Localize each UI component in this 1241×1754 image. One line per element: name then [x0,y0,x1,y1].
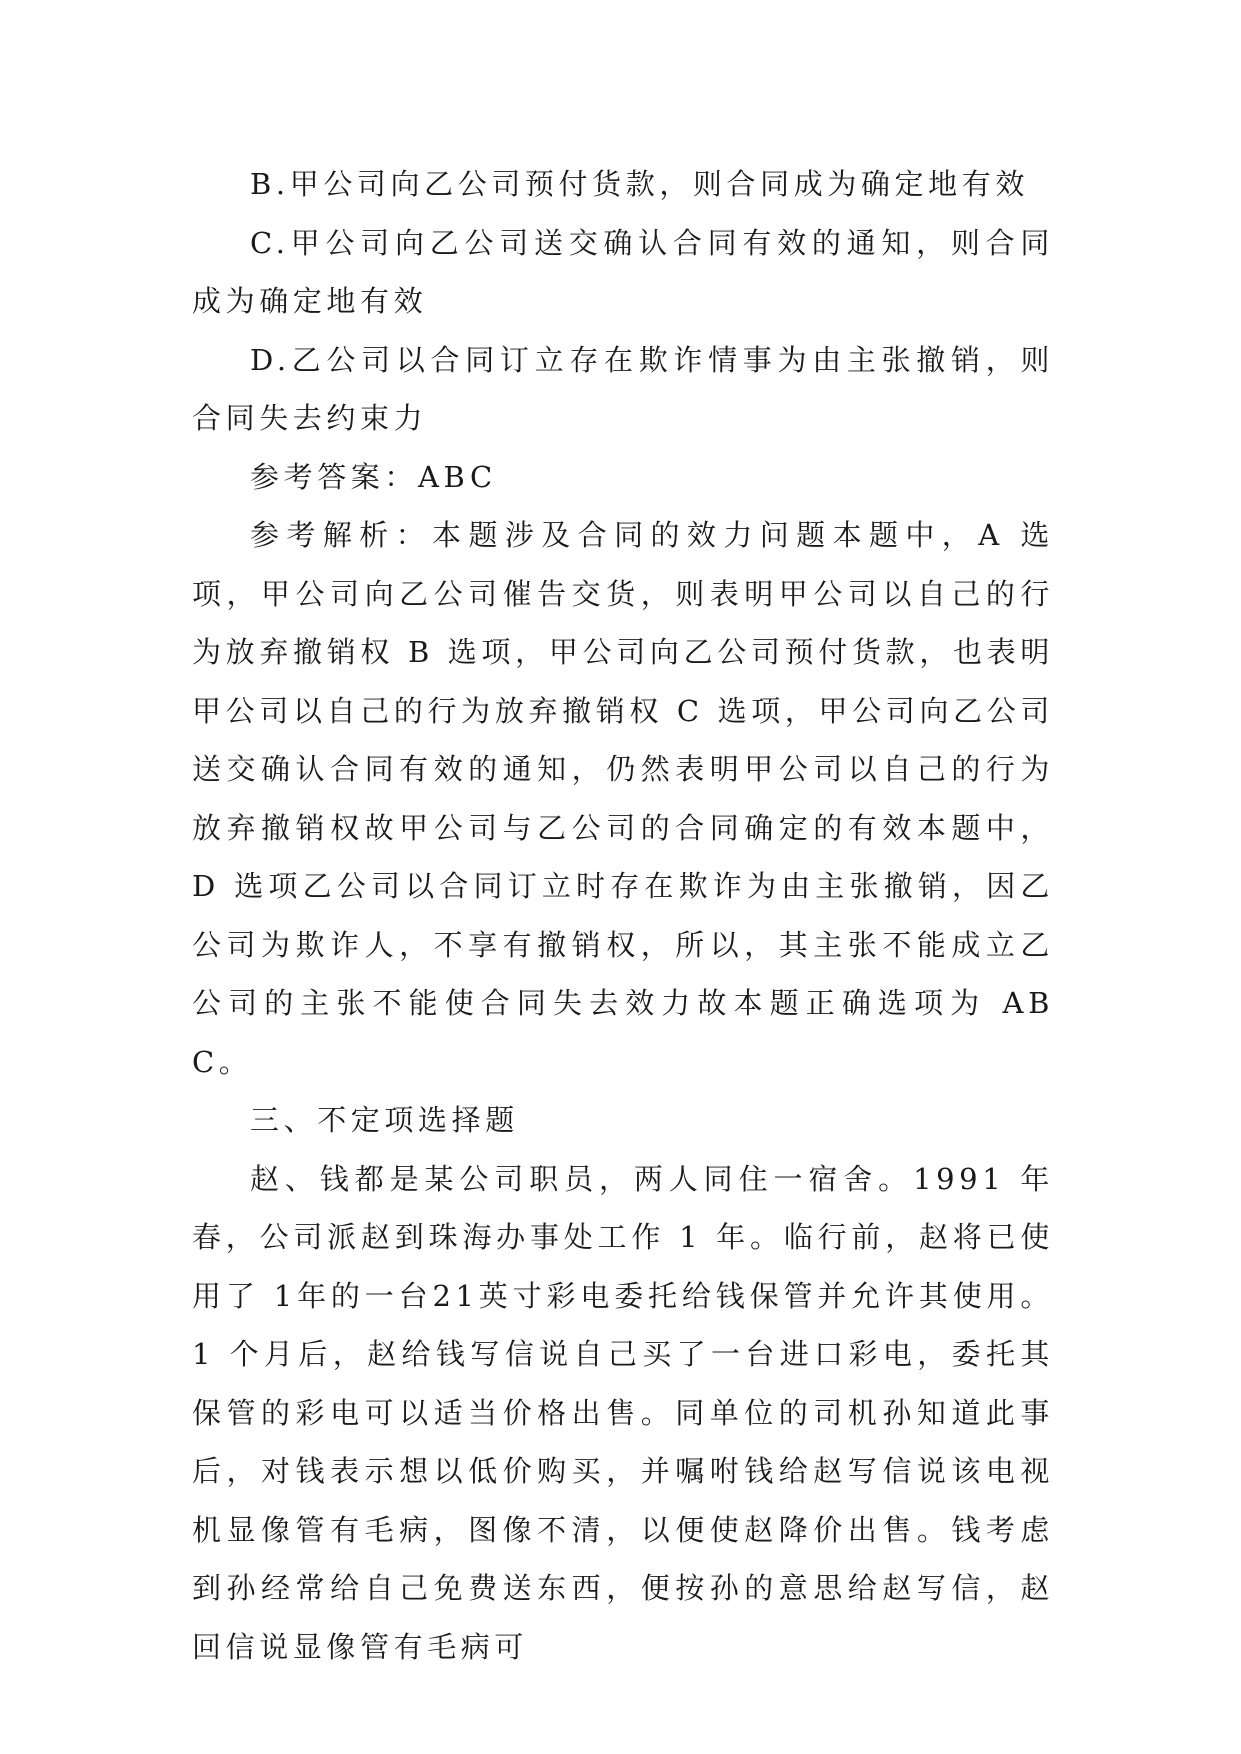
case-paragraph: 赵、钱都是某公司职员，两人同住一宿舍。1991 年春，公司派赵到珠海办事处工作 1 年。临行前，赵将已使用了 1年的一台21英寸彩电委托给钱保管并允许其使用。1 个月后，赵给钱写信说自己买了一台进口彩电，委托其保管的彩电可以适当价格出售。同单位的司机孙知道此事后，对钱表示想以低价购买，并嘱咐钱给赵写信说该电视机显像管有毛病，图像不清，以便使赵降价出售。钱考虑到孙经常给自己免费送东西，便按孙的意思给赵写信，赵回信说显像管有毛病可 [192,1161,1054,1664]
reference-answer: 参考答案：ABC [250,459,497,494]
option-b-paragraph: B.甲公司向乙公司预付货款，则合同成为确定地有效 [250,167,1029,201]
section-heading: 三、不定项选择题 [250,1103,519,1137]
reference-analysis: 参考解析：本题涉及合同的效力问题本题中，A 选项，甲公司向乙公司催告交货，则表明甲公司以自己的行为放弃撤销权 B 选项，甲公司向乙公司预付货款，也表明甲公司以自己的行为放弃撤销权 C 选项，甲公司向乙公司送交确认合同有效的通知，仍然表明甲公司以自己的行为放弃撤销权故甲公司与乙公司的合同确定的有效本题中，D 选项乙公司以合同订立时存在欺诈为由主张撤销，因乙公司为欺诈人，不享有撤销权，所以，其主张不能成立乙公司的主张不能使合同失去效力故本题正确选项为 ABC。 [192,518,1054,1079]
option-d-paragraph: D.乙公司以合同订立存在欺诈情事为由主张撤销，则合同失去约束力 [192,342,1054,435]
document-page [192,155,1054,1676]
option-c-paragraph: C.甲公司向乙公司送交确认合同有效的通知，则合同成为确定地有效 [192,225,1054,318]
